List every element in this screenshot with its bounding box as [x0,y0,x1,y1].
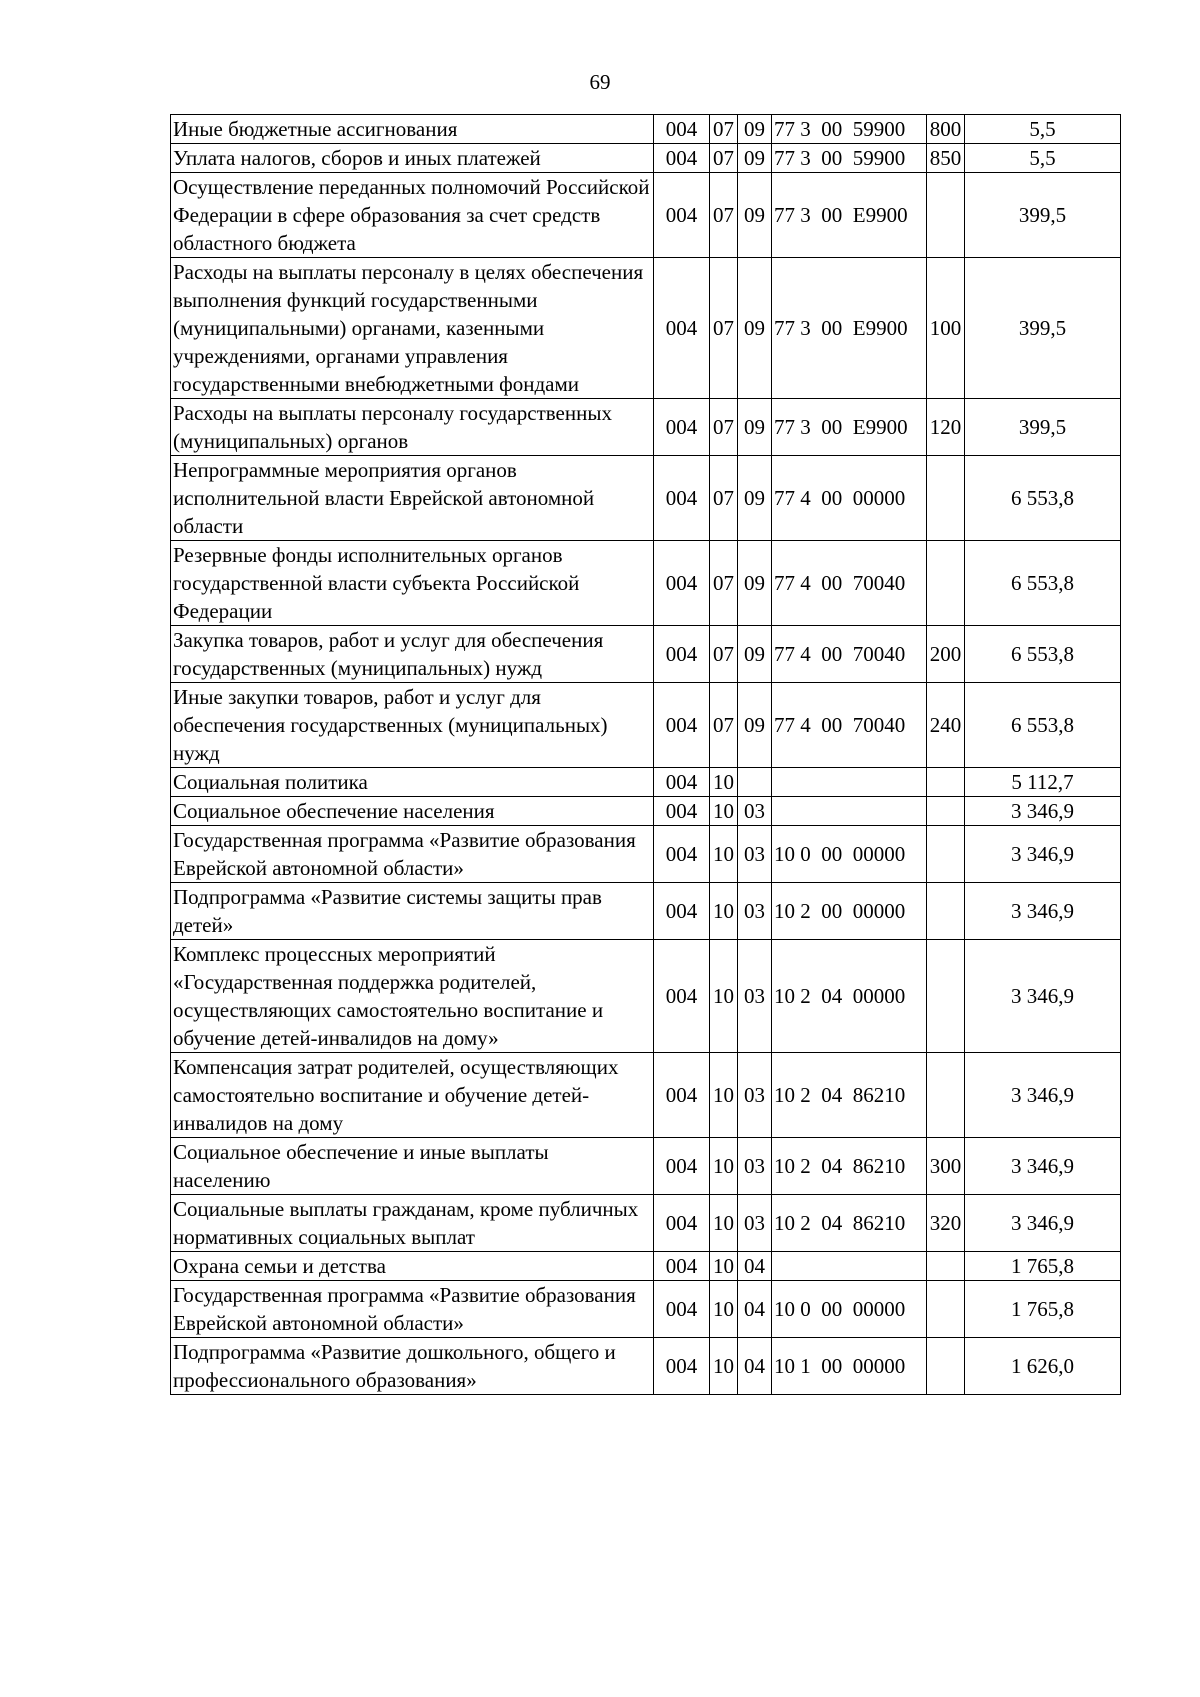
expense-type-cell: 120 [927,399,965,456]
amount-cell: 5 112,7 [965,768,1121,797]
section-code-cell: 10 [710,940,738,1053]
amount-cell: 1 765,8 [965,1281,1121,1338]
amount-cell: 3 346,9 [965,826,1121,883]
ministry-code-cell: 004 [654,768,710,797]
row-name-cell: Подпрограмма «Развитие системы защиты прав детей» [171,883,654,940]
section-code-cell: 10 [710,1281,738,1338]
target-article-cell [772,768,927,797]
section-code-cell: 07 [710,541,738,626]
subsection-code-cell: 03 [738,883,772,940]
subsection-code-cell: 09 [738,626,772,683]
row-name-cell: Социальное обеспечение населения [171,797,654,826]
expense-type-cell [927,768,965,797]
row-name-cell: Компенсация затрат родителей, осуществляющих самостоятельно воспитание и обучение детей-инвалидов на дому [171,1053,654,1138]
section-code-cell: 07 [710,173,738,258]
table-row [171,940,1121,1053]
ministry-code-cell: 004 [654,456,710,541]
row-name-cell: Подпрограмма «Развитие дошкольного, общего и профессионального образования» [171,1338,654,1395]
expense-type-cell [927,797,965,826]
ministry-code-cell: 004 [654,683,710,768]
amount-cell: 6 553,8 [965,683,1121,768]
target-article-cell [772,797,927,826]
ministry-code-cell: 004 [654,173,710,258]
target-article-cell: 77 4 00 00000 [772,456,927,541]
table-row [171,626,1121,683]
ministry-code-cell: 004 [654,797,710,826]
expense-type-cell [927,883,965,940]
expense-type-cell: 300 [927,1138,965,1195]
section-code-cell: 07 [710,683,738,768]
section-code-cell: 10 [710,1053,738,1138]
subsection-code-cell: 03 [738,797,772,826]
target-article-cell: 10 2 04 00000 [772,940,927,1053]
amount-cell: 6 553,8 [965,541,1121,626]
amount-cell: 3 346,9 [965,1053,1121,1138]
target-article-cell: 77 3 00 E9900 [772,399,927,456]
section-code-cell: 10 [710,883,738,940]
row-name-cell: Социальное обеспечение и иные выплаты населению [171,1138,654,1195]
ministry-code-cell: 004 [654,1053,710,1138]
target-article-cell: 10 0 00 00000 [772,1281,927,1338]
table-row [171,399,1121,456]
table-row [171,258,1121,399]
subsection-code-cell: 09 [738,456,772,541]
subsection-code-cell: 09 [738,399,772,456]
section-code-cell: 10 [710,1138,738,1195]
ministry-code-cell: 004 [654,1338,710,1395]
subsection-code-cell: 09 [738,683,772,768]
table-row [171,1252,1121,1281]
subsection-code-cell: 09 [738,173,772,258]
subsection-code-cell: 04 [738,1281,772,1338]
expense-type-cell [927,1053,965,1138]
expense-type-cell [927,1252,965,1281]
expense-type-cell [927,940,965,1053]
subsection-code-cell: 03 [738,1053,772,1138]
amount-cell: 3 346,9 [965,940,1121,1053]
amount-cell: 6 553,8 [965,456,1121,541]
row-name-cell: Социальные выплаты гражданам, кроме публичных нормативных социальных выплат [171,1195,654,1252]
subsection-code-cell: 04 [738,1252,772,1281]
section-code-cell: 07 [710,144,738,173]
table-row [171,1053,1121,1138]
expense-type-cell: 200 [927,626,965,683]
section-code-cell: 10 [710,1338,738,1395]
subsection-code-cell: 09 [738,144,772,173]
row-name-cell: Комплекс процессных мероприятий «Государственная поддержка родителей, осуществляющих самостоятельно воспитание и обучение детей-инвалидов на дому» [171,940,654,1053]
expense-type-cell [927,173,965,258]
expense-type-cell: 850 [927,144,965,173]
section-code-cell: 10 [710,1195,738,1252]
row-name-cell: Расходы на выплаты персоналу в целях обеспечения выполнения функций государственными (муниципальными) органами, казенными учреждениями, органами управления государственными внебюджетными фондами [171,258,654,399]
amount-cell: 5,5 [965,144,1121,173]
subsection-code-cell: 03 [738,940,772,1053]
subsection-code-cell: 04 [738,1338,772,1395]
subsection-code-cell: 09 [738,541,772,626]
table-row [171,456,1121,541]
target-article-cell: 77 4 00 70040 [772,683,927,768]
expense-type-cell [927,1281,965,1338]
table-row [171,683,1121,768]
ministry-code-cell: 004 [654,1138,710,1195]
target-article-cell: 77 3 00 E9900 [772,258,927,399]
row-name-cell: Иные закупки товаров, работ и услуг для обеспечения государственных (муниципальных) нужд [171,683,654,768]
section-code-cell: 07 [710,258,738,399]
target-article-cell: 77 4 00 70040 [772,541,927,626]
subsection-code-cell: 03 [738,1138,772,1195]
expense-type-cell [927,541,965,626]
expense-type-cell: 240 [927,683,965,768]
table-row [171,1281,1121,1338]
section-code-cell: 07 [710,115,738,144]
section-code-cell: 10 [710,797,738,826]
expense-type-cell [927,826,965,883]
subsection-code-cell: 03 [738,826,772,883]
ministry-code-cell: 004 [654,115,710,144]
table-row [171,1195,1121,1252]
amount-cell: 399,5 [965,258,1121,399]
amount-cell: 3 346,9 [965,797,1121,826]
section-code-cell: 07 [710,626,738,683]
ministry-code-cell: 004 [654,1281,710,1338]
expense-type-cell [927,1338,965,1395]
row-name-cell: Социальная политика [171,768,654,797]
target-article-cell: 10 2 04 86210 [772,1138,927,1195]
ministry-code-cell: 004 [654,258,710,399]
subsection-code-cell: 09 [738,258,772,399]
subsection-code-cell: 09 [738,115,772,144]
amount-cell: 3 346,9 [965,1195,1121,1252]
target-article-cell [772,1252,927,1281]
ministry-code-cell: 004 [654,1195,710,1252]
table-row [171,144,1121,173]
section-code-cell: 10 [710,768,738,797]
table-row [171,797,1121,826]
amount-cell: 399,5 [965,173,1121,258]
target-article-cell: 10 1 00 00000 [772,1338,927,1395]
target-article-cell: 10 2 00 00000 [772,883,927,940]
table-row [171,541,1121,626]
ministry-code-cell: 004 [654,826,710,883]
ministry-code-cell: 004 [654,399,710,456]
expense-type-cell: 100 [927,258,965,399]
ministry-code-cell: 004 [654,144,710,173]
row-name-cell: Осуществление переданных полномочий Российской Федерации в сфере образования за счет средств областного бюджета [171,173,654,258]
row-name-cell: Государственная программа «Развитие образования Еврейской автономной области» [171,826,654,883]
row-name-cell: Государственная программа «Развитие образования Еврейской автономной области» [171,1281,654,1338]
row-name-cell: Иные бюджетные ассигнования [171,115,654,144]
target-article-cell: 77 4 00 70040 [772,626,927,683]
target-article-cell: 10 2 04 86210 [772,1053,927,1138]
amount-cell: 5,5 [965,115,1121,144]
section-code-cell: 10 [710,1252,738,1281]
subsection-code-cell [738,768,772,797]
target-article-cell: 77 3 00 E9900 [772,173,927,258]
amount-cell: 3 346,9 [965,883,1121,940]
table-row [171,173,1121,258]
row-name-cell: Охрана семьи и детства [171,1252,654,1281]
row-name-cell: Уплата налогов, сборов и иных платежей [171,144,654,173]
expense-type-cell: 800 [927,115,965,144]
amount-cell: 399,5 [965,399,1121,456]
page-number: 69 [589,70,611,94]
target-article-cell: 10 2 04 86210 [772,1195,927,1252]
amount-cell: 6 553,8 [965,626,1121,683]
table-row [171,768,1121,797]
amount-cell: 3 346,9 [965,1138,1121,1195]
section-code-cell: 07 [710,399,738,456]
table-row [171,1338,1121,1395]
row-name-cell: Закупка товаров, работ и услуг для обеспечения государственных (муниципальных) нужд [171,626,654,683]
section-code-cell: 10 [710,826,738,883]
budget-table [170,114,1121,1395]
ministry-code-cell: 004 [654,940,710,1053]
row-name-cell: Расходы на выплаты персоналу государственных (муниципальных) органов [171,399,654,456]
target-article-cell: 77 3 00 59900 [772,115,927,144]
target-article-cell: 10 0 00 00000 [772,826,927,883]
ministry-code-cell: 004 [654,541,710,626]
ministry-code-cell: 004 [654,883,710,940]
section-code-cell: 07 [710,456,738,541]
table-row [171,115,1121,144]
ministry-code-cell: 004 [654,626,710,683]
table-row [171,1138,1121,1195]
table-row [171,826,1121,883]
subsection-code-cell: 03 [738,1195,772,1252]
amount-cell: 1 626,0 [965,1338,1121,1395]
amount-cell: 1 765,8 [965,1252,1121,1281]
table-row [171,883,1121,940]
row-name-cell: Резервные фонды исполнительных органов государственной власти субъекта Российской Федерации [171,541,654,626]
expense-type-cell: 320 [927,1195,965,1252]
target-article-cell: 77 3 00 59900 [772,144,927,173]
ministry-code-cell: 004 [654,1252,710,1281]
expense-type-cell [927,456,965,541]
row-name-cell: Непрограммные мероприятия органов исполнительной власти Еврейской автономной области [171,456,654,541]
